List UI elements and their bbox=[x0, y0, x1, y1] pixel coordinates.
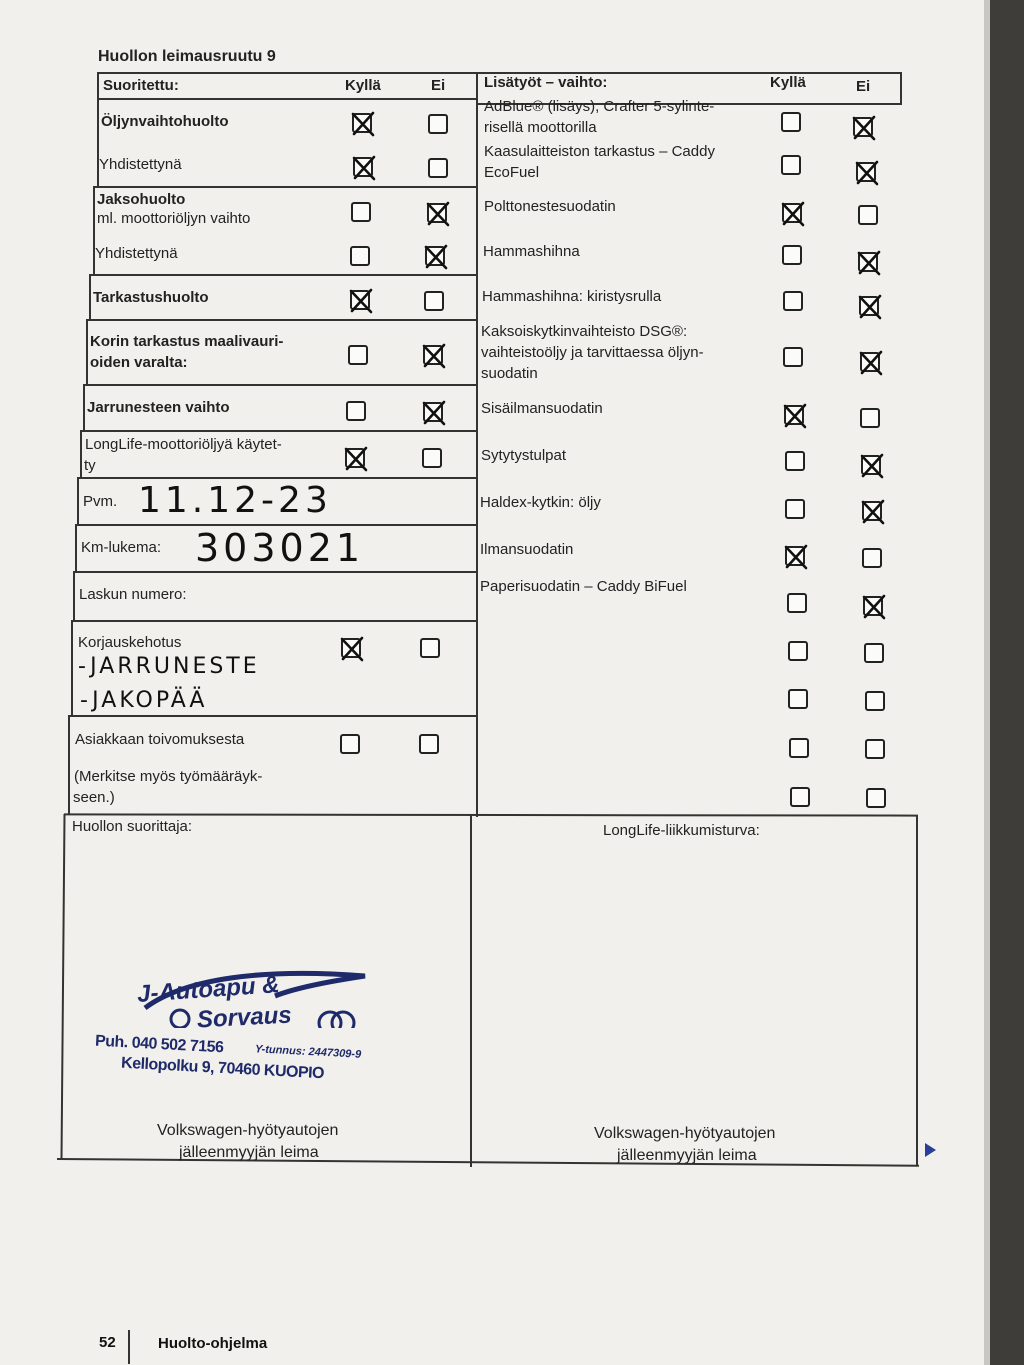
checkbox-no[interactable] bbox=[424, 291, 444, 311]
extra-row-label: Haldex-kytkin: öljy bbox=[480, 494, 601, 511]
checkbox-no-checked[interactable] bbox=[425, 246, 445, 266]
checkbox-no-checked[interactable] bbox=[863, 596, 883, 616]
performer-label: Huollon suorittaja: bbox=[72, 818, 193, 835]
extra-row-sublabel: EcoFuel bbox=[484, 164, 540, 181]
checkbox-no[interactable] bbox=[419, 734, 439, 754]
extra-row-label: Polttonestesuodatin bbox=[484, 198, 616, 215]
footer-title: Huolto-ohjelma bbox=[158, 1335, 268, 1352]
longlife-label: LongLife-liikkumisturva: bbox=[603, 822, 760, 839]
left-header-underline bbox=[97, 98, 477, 100]
checkbox-no-checked[interactable] bbox=[859, 296, 879, 316]
extra-row-label: AdBlue® (lisäys), Crafter 5-sylinte- bbox=[484, 98, 715, 115]
left-border bbox=[80, 430, 82, 478]
checkbox-empty[interactable] bbox=[865, 691, 885, 711]
stamp-section-right bbox=[916, 815, 918, 1165]
stamp-section-divider bbox=[470, 815, 472, 1167]
checkbox-no-checked[interactable] bbox=[862, 501, 882, 521]
repair-suggestion-label: Korjauskehotus bbox=[78, 634, 182, 651]
checkbox-no[interactable] bbox=[422, 448, 442, 468]
checkbox-empty[interactable] bbox=[790, 787, 810, 807]
checkbox-yes[interactable] bbox=[350, 246, 370, 266]
row-divider bbox=[84, 384, 477, 386]
left-border bbox=[77, 477, 79, 524]
left-header-yes: Kyllä bbox=[345, 77, 381, 94]
row-label: Öljynvaihtohuolto bbox=[101, 113, 229, 130]
checkbox-no-checked[interactable] bbox=[856, 162, 876, 182]
extra-row-label: Kaksoiskytkinvaihteisto DSG®: bbox=[481, 323, 688, 340]
bleed-through-ink bbox=[648, 870, 659, 916]
checkbox-yes[interactable] bbox=[781, 155, 801, 175]
row-divider bbox=[95, 186, 477, 188]
left-border bbox=[75, 524, 77, 572]
stamp-section-left bbox=[60, 814, 65, 1160]
row-label: Jarrunesteen vaihto bbox=[87, 399, 230, 416]
extra-row-label: Sisäilmansuodatin bbox=[481, 400, 603, 417]
row-divider bbox=[87, 319, 477, 321]
checkbox-no-checked[interactable] bbox=[423, 345, 443, 365]
row-divider bbox=[72, 620, 477, 622]
extra-row-sublabel: suodatin bbox=[481, 365, 538, 382]
date-value: 11.12-23 bbox=[138, 480, 332, 521]
extra-row-label: Hammashihna bbox=[483, 243, 580, 260]
checkbox-yes[interactable] bbox=[348, 345, 368, 365]
right-header-label: Lisätyöt – vaihto: bbox=[484, 74, 608, 91]
checkbox-no[interactable] bbox=[862, 548, 882, 568]
checkbox-yes-checked[interactable] bbox=[782, 203, 802, 223]
caption-right-line1: Volkswagen-hyötyautojen bbox=[594, 1125, 776, 1142]
row-label: Korin tarkastus maalivauri- bbox=[90, 333, 284, 350]
checkbox-yes-checked[interactable] bbox=[350, 290, 370, 310]
row-sublabel: oiden varalta: bbox=[90, 354, 188, 371]
extra-row-sublabel: vaihteistoöljy ja tarvittaessa öljyn- bbox=[481, 344, 704, 361]
customer-request-note: (Merkitse myös työmääräyk- bbox=[74, 768, 263, 785]
checkbox-empty[interactable] bbox=[788, 641, 808, 661]
extra-row-label: Ilmansuodatin bbox=[480, 541, 574, 558]
caption-left-line1: Volkswagen-hyötyautojen bbox=[157, 1122, 339, 1139]
row-sublabel: ml. moottoriöljyn vaihto bbox=[97, 210, 251, 227]
row-divider bbox=[70, 715, 477, 717]
left-border bbox=[86, 319, 88, 385]
left-header-label: Suoritettu: bbox=[103, 77, 179, 94]
repair-note: -JAKOPÄÄ bbox=[80, 688, 208, 713]
row-label: Yhdistettynä bbox=[99, 156, 182, 173]
odometer-value: 303021 bbox=[195, 526, 365, 570]
right-header-no: Ei bbox=[856, 78, 871, 95]
checkbox-no[interactable] bbox=[420, 638, 440, 658]
row-sublabel: ty bbox=[84, 457, 96, 474]
dealer-stamp bbox=[94, 968, 415, 1098]
checkbox-yes-checked[interactable] bbox=[341, 638, 361, 658]
left-border bbox=[83, 384, 85, 431]
left-border bbox=[89, 274, 91, 320]
checkbox-no[interactable] bbox=[428, 158, 448, 178]
row-label: LongLife-moottoriöljyä käytet- bbox=[85, 436, 282, 453]
row-divider bbox=[78, 477, 477, 479]
customer-request-label: Asiakkaan toivomuksesta bbox=[75, 731, 245, 748]
extra-row-label: Hammashihna: kiristysrulla bbox=[482, 288, 662, 305]
checkbox-yes[interactable] bbox=[785, 499, 805, 519]
right-header-yes: Kyllä bbox=[770, 74, 806, 91]
checkbox-no-checked[interactable] bbox=[860, 352, 880, 372]
extra-row-label: Kaasulaitteiston tarkastus – Caddy bbox=[484, 143, 715, 160]
left-border bbox=[68, 715, 70, 815]
checkbox-yes[interactable] bbox=[781, 112, 801, 132]
checkbox-yes[interactable] bbox=[783, 347, 803, 367]
checkbox-empty[interactable] bbox=[865, 739, 885, 759]
checkbox-yes[interactable] bbox=[783, 291, 803, 311]
row-divider bbox=[91, 274, 477, 276]
row-label: Jaksohuolto bbox=[97, 191, 186, 208]
row-label: Yhdistettynä bbox=[95, 245, 178, 262]
checkbox-empty[interactable] bbox=[866, 788, 886, 808]
table-right-border-upper bbox=[900, 72, 902, 104]
checkbox-no-checked[interactable] bbox=[423, 402, 443, 422]
checkbox-yes[interactable] bbox=[782, 245, 802, 265]
extra-row-sublabel: risellä moottorilla bbox=[484, 119, 597, 136]
checkbox-no[interactable] bbox=[860, 408, 880, 428]
extra-row-label: Paperisuodatin – Caddy BiFuel bbox=[480, 578, 687, 595]
checkbox-no-checked[interactable] bbox=[861, 455, 881, 475]
checkbox-yes-checked[interactable] bbox=[353, 157, 373, 177]
checkbox-yes[interactable] bbox=[785, 451, 805, 471]
stamp-address: Kellopolku 9, 70460 KUOPIO bbox=[120, 1054, 325, 1083]
stamp-phone: Puh. 040 502 7156 bbox=[94, 1032, 224, 1057]
stamp-section-top bbox=[64, 813, 918, 816]
stamp-name-line1: J-Autoapu & bbox=[136, 971, 281, 1008]
row-divider bbox=[81, 430, 477, 432]
checkbox-yes[interactable] bbox=[787, 593, 807, 613]
extra-row-label: Sytytystulpat bbox=[481, 447, 567, 464]
date-label: Pvm. bbox=[83, 493, 118, 510]
checkbox-empty[interactable] bbox=[789, 738, 809, 758]
table-center-divider bbox=[476, 72, 478, 817]
stamp-name-line2: Sorvaus bbox=[196, 1001, 293, 1034]
checkbox-no[interactable] bbox=[428, 114, 448, 134]
left-border bbox=[73, 571, 75, 621]
row-label: Tarkastushuolto bbox=[93, 289, 209, 306]
checkbox-yes-checked[interactable] bbox=[785, 546, 805, 566]
book-spine-shadow bbox=[990, 0, 1024, 1365]
page-number: 52 bbox=[99, 1334, 116, 1351]
repair-note: -JARRUNESTE bbox=[78, 654, 260, 679]
checkbox-no[interactable] bbox=[858, 205, 878, 225]
checkbox-no-checked[interactable] bbox=[853, 117, 873, 137]
checkbox-yes-checked[interactable] bbox=[345, 448, 365, 468]
stamp-business-id: Y-tunnus: 2447309-9 bbox=[254, 1043, 362, 1061]
odometer-label: Km-lukema: bbox=[81, 539, 162, 556]
checkbox-yes-checked[interactable] bbox=[352, 113, 372, 133]
page-title: Huollon leimausruutu 9 bbox=[98, 48, 276, 65]
checkbox-no-checked[interactable] bbox=[427, 203, 447, 223]
left-header-no: Ei bbox=[431, 77, 446, 94]
checkbox-empty[interactable] bbox=[864, 643, 884, 663]
invoice-label: Laskun numero: bbox=[79, 586, 187, 603]
next-page-arrow-icon bbox=[925, 1143, 937, 1157]
checkbox-no-checked[interactable] bbox=[858, 252, 878, 272]
row-divider bbox=[74, 571, 477, 573]
footer-divider bbox=[128, 1330, 130, 1364]
checkbox-yes-checked[interactable] bbox=[784, 405, 804, 425]
checkbox-empty[interactable] bbox=[788, 689, 808, 709]
left-border bbox=[71, 620, 73, 717]
checkbox-yes[interactable] bbox=[351, 202, 371, 222]
customer-request-note: seen.) bbox=[73, 789, 115, 806]
checkbox-yes[interactable] bbox=[340, 734, 360, 754]
checkbox-yes[interactable] bbox=[346, 401, 366, 421]
caption-left-line2: jälleenmyyjän leima bbox=[179, 1144, 319, 1161]
caption-right-line2: jälleenmyyjän leima bbox=[617, 1147, 757, 1164]
